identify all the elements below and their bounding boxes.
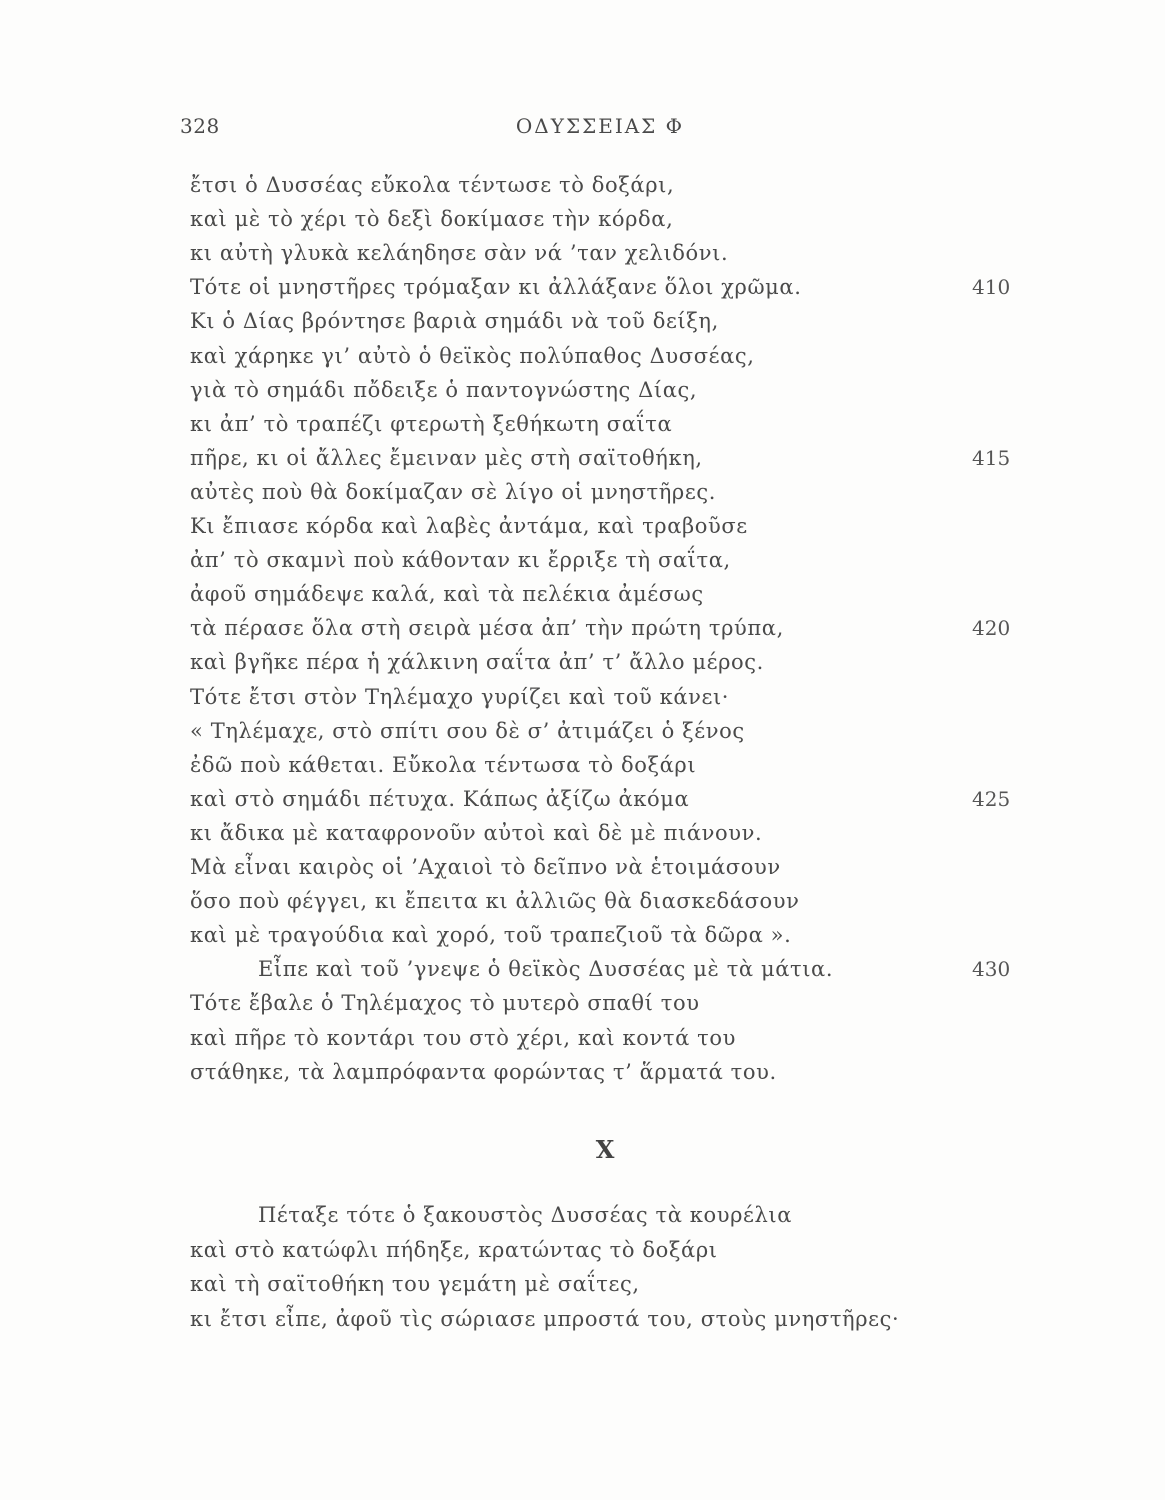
line-number: 420 bbox=[972, 616, 1011, 641]
verse-line: Τότε ἔτσι στὸν Τηλέμαχο γυρίζει καὶ τοῦ κάνει· bbox=[190, 684, 730, 709]
verse-line: Μὰ εἶναι καιρὸς οἱ ’Αχαιοὶ τὸ δεῖπνο νὰ ἑτοιμάσουν bbox=[190, 855, 781, 879]
verse-line: κι ἀπ’ τὸ τραπέζι φτερωτὴ ξεθήκωτη σαΐτα bbox=[190, 411, 673, 436]
verse-line: Κι ἔπιασε κόρδα καὶ λαβὲς ἀντάμα, καὶ τραβοῦσε bbox=[190, 514, 748, 538]
verse-line: καὶ πῆρε τὸ κοντάρι του στὸ χέρι, καὶ κοντά του bbox=[190, 1025, 736, 1050]
verse-line: αὐτὲς ποὺ θὰ δοκίμαζαν σὲ λίγο οἱ μνηστῆρες. bbox=[190, 479, 716, 504]
verse-line: ἐδῶ ποὺ κάθεται. Εὔκολα τέντωσα τὸ δοξάρι bbox=[190, 752, 697, 777]
verse-line: Εἶπε καὶ τοῦ ’γνεψε ὁ θεϊκὸς Δυσσέας μὲ τὰ μάτια. bbox=[258, 957, 834, 982]
verse-line: κι ἄδικα μὲ καταφρονοῦν αὐτοὶ καὶ δὲ μὲ πιάνουν. bbox=[190, 820, 763, 845]
verse-line: καὶ στὸ σημάδι πέτυχα. Κάπως ἀξίζω ἀκόμα bbox=[190, 786, 690, 811]
verse-line: κι αὐτὴ γλυκὰ κελάηδησε σὰν νά ’ταν χελιδόνι. bbox=[190, 241, 729, 266]
verse-line: πῆρε, κι οἱ ἄλλες ἔμειναν μὲς στὴ σαϊτοθήκη, bbox=[190, 445, 703, 470]
verse-line: καὶ μὲ τὸ χέρι τὸ δεξὶ δοκίμασε τὴν κόρδα, bbox=[190, 207, 674, 232]
line-number: 410 bbox=[972, 275, 1011, 300]
verse-line: καὶ στὸ κατώφλι πήδηξε, κρατώντας τὸ δοξάρι bbox=[190, 1237, 718, 1262]
section-heading: Χ bbox=[595, 1135, 615, 1164]
line-number: 425 bbox=[972, 786, 1011, 811]
verse-line: Κι ὁ Δίας βρόντησε βαριὰ σημάδι νὰ τοῦ δείξη, bbox=[190, 309, 719, 334]
verse-line: ἀπ’ τὸ σκαμνὶ ποὺ κάθονταν κι ἔρριξε τὴ σαΐτα, bbox=[190, 548, 731, 573]
verse-line: στάθηκε, τὰ λαμπρόφαντα φορώντας τ’ ἅρματά του. bbox=[190, 1059, 777, 1084]
verse-line: Τότε ἔβαλε ὁ Τηλέμαχος τὸ μυτερὸ σπαθί του bbox=[190, 991, 700, 1016]
verse-line: ὅσο ποὺ φέγγει, κι ἔπειτα κι ἀλλιῶς θὰ διασκεδάσουν bbox=[190, 889, 800, 914]
verse-line: ἔτσι ὁ Δυσσέας εὔκολα τέντωσε τὸ δοξάρι, bbox=[190, 173, 675, 197]
line-number: 430 bbox=[972, 957, 1011, 982]
page-number: 328 bbox=[180, 114, 220, 138]
verse-line: καὶ μὲ τραγούδια καὶ χορό, τοῦ τραπεζιοῦ τὰ δῶρα ». bbox=[190, 923, 792, 948]
verse-line: ἀφοῦ σημάδεψε καλά, καὶ τὰ πελέκια ἀμέσως bbox=[190, 582, 704, 607]
verse-line: καὶ χάρηκε γι’ αὐτὸ ὁ θεϊκὸς πολύπαθος Δυσσέας, bbox=[190, 343, 755, 368]
book-title: ΟΔΥΣΣΕΙΑΣ Φ bbox=[515, 114, 685, 138]
verse-line: γιὰ τὸ σημάδι πὄδειξε ὁ παντογνώστης Δίας, bbox=[190, 377, 698, 402]
verse-line: καὶ τὴ σαϊτοθήκη του γεμάτη μὲ σαΐτες, bbox=[190, 1272, 640, 1296]
verse-line: « Τηλέμαχε, στὸ σπίτι σου δὲ σ’ ἀτιμάζει ὁ ξένος bbox=[190, 718, 745, 743]
line-number: 415 bbox=[972, 445, 1011, 470]
verse-line: Τότε οἱ μνηστῆρες τρόμαξαν κι ἀλλάξανε ὅλοι χρῶμα. bbox=[190, 275, 802, 300]
verse-line: καὶ βγῆκε πέρα ἡ χάλκινη σαΐτα ἀπ’ τ’ ἄλλο μέρος. bbox=[190, 650, 764, 675]
verse-line: κι ἔτσι εἶπε, ἀφοῦ τὶς σώριασε μπροστά του, στοὺς μνηστῆρες· bbox=[190, 1306, 900, 1331]
verse-line: τὰ πέρασε ὅλα στὴ σειρὰ μέσα ἀπ’ τὴν πρώτη τρύπα, bbox=[190, 616, 784, 641]
verse-line: Πέταξε τότε ὁ ξακουστὸς Δυσσέας τὰ κουρέλια bbox=[258, 1203, 793, 1227]
running-head bbox=[180, 114, 1020, 144]
